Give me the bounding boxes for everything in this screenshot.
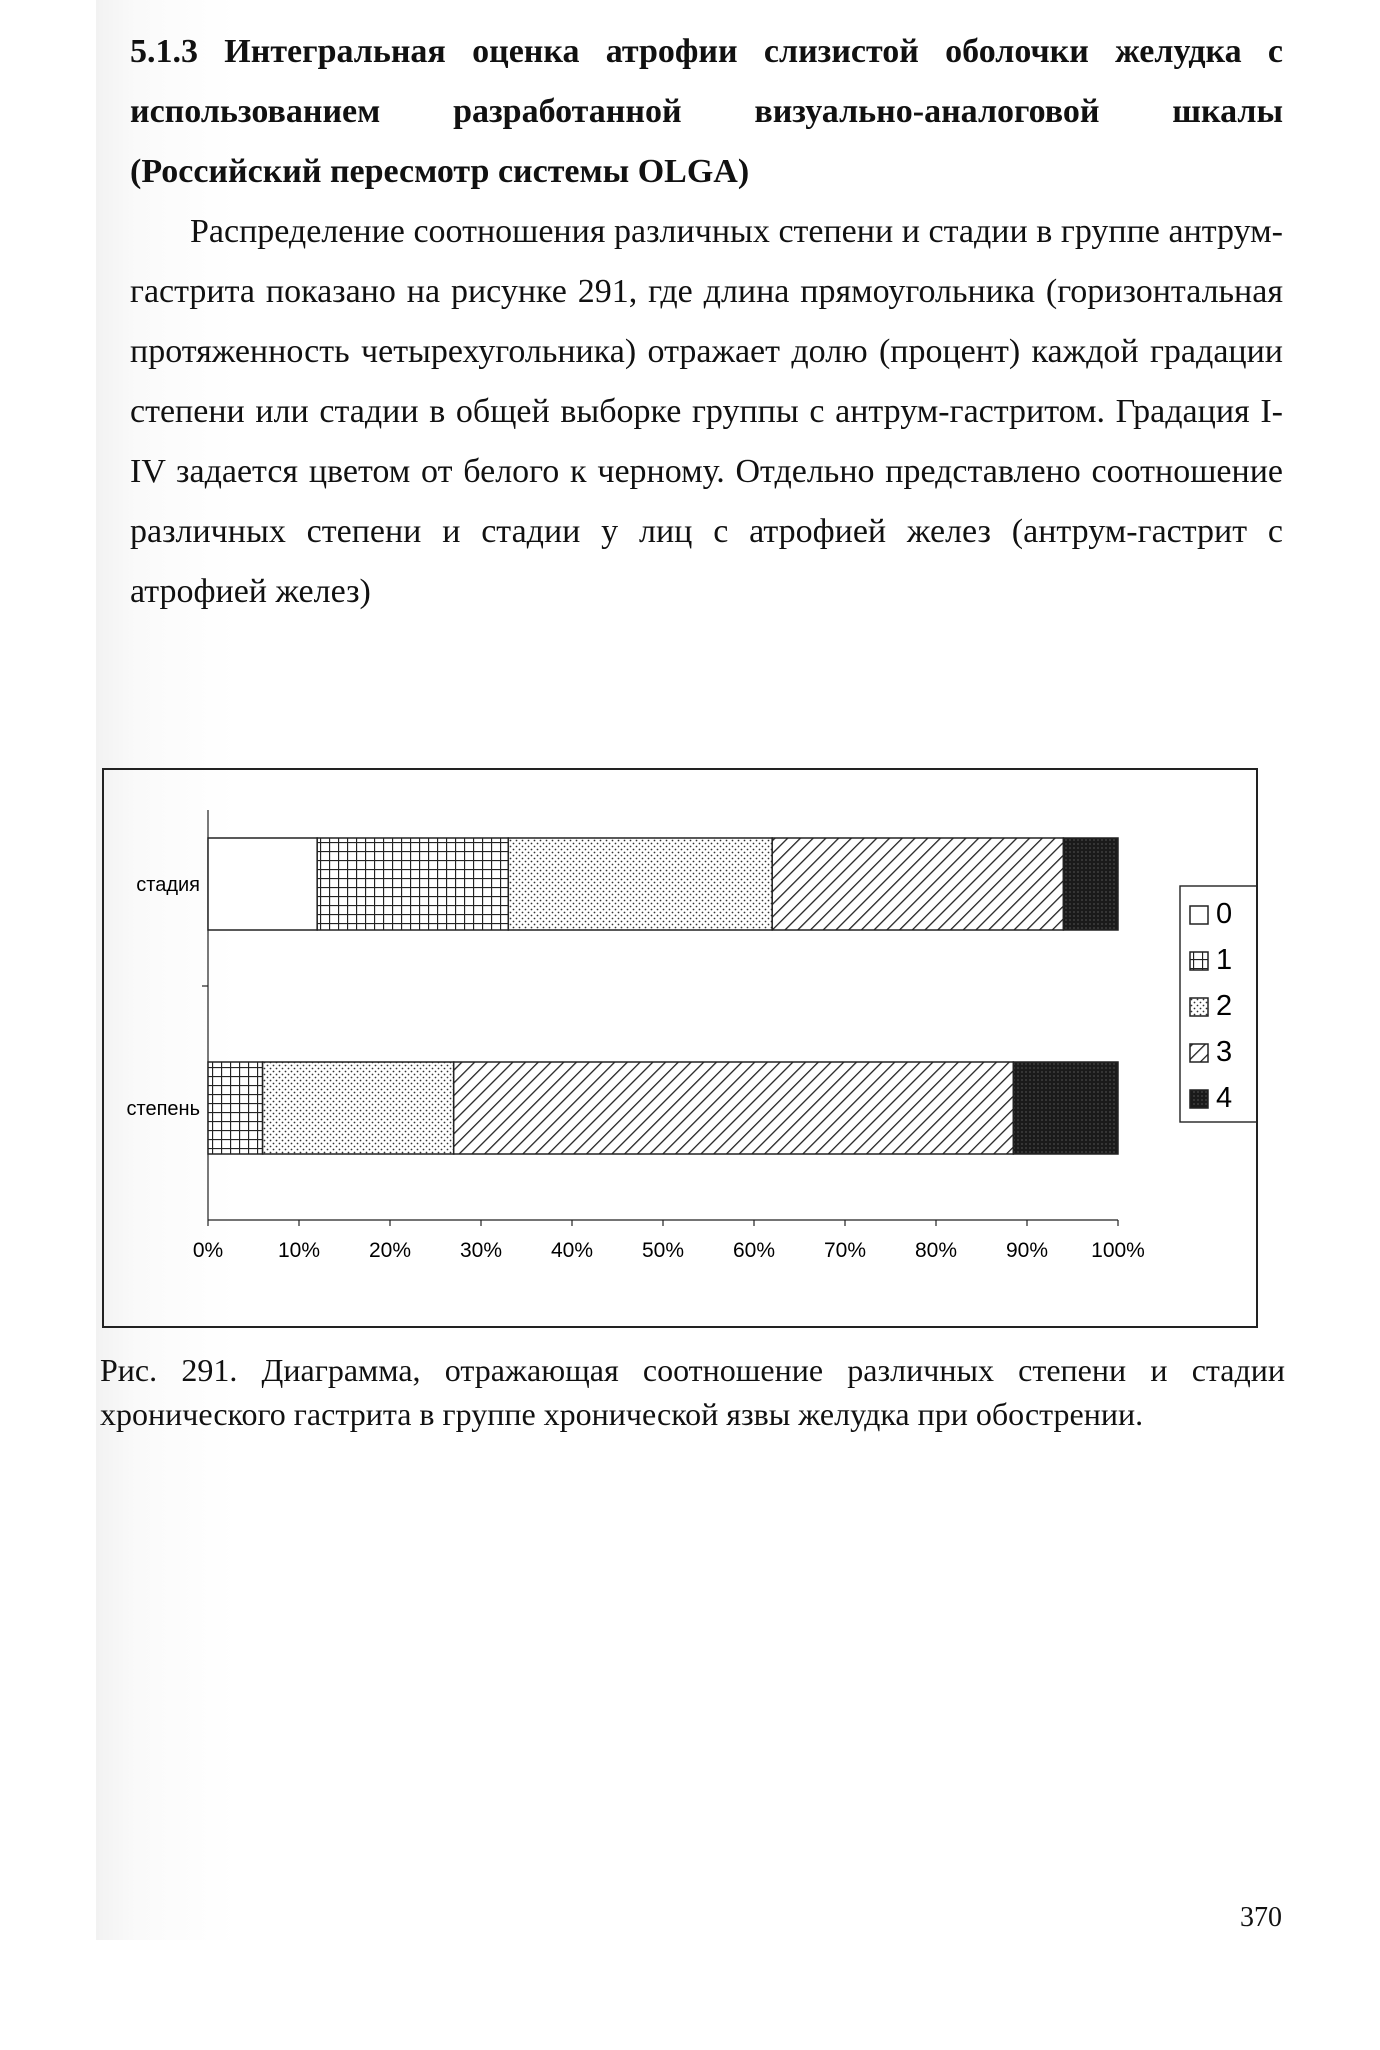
x-tick-label: 0%	[192, 1239, 224, 1262]
heading-line-3: (Российский пересмотр системы OLGA)	[130, 153, 750, 190]
legend-swatch-2	[1190, 998, 1208, 1016]
bar-segment-степень-1	[208, 1062, 263, 1154]
plot-area	[127, 810, 1145, 1262]
x-tick-label: 10%	[277, 1239, 321, 1262]
section-heading	[130, 22, 1283, 202]
page-number: 370	[1240, 1902, 1282, 1933]
x-tick-label: 30%	[459, 1239, 503, 1262]
figure-caption: Рис. 291. Диаграмма, отражающая соотношение различных степени и стадии хронического гастрита в группе хронической язвы желудка при обострении.	[100, 1352, 1285, 1432]
chart-canvas	[104, 770, 1256, 1326]
legend-swatch-0	[1190, 906, 1208, 924]
legend-swatch-3	[1190, 1044, 1208, 1062]
x-tick-label: 80%	[914, 1239, 958, 1262]
row-label-1: степень	[126, 1098, 200, 1120]
bar-segment-стадия-0	[208, 838, 317, 930]
x-tick-label: 40%	[550, 1239, 594, 1262]
legend-label-1: 1	[1216, 944, 1233, 976]
bar-segment-степень-4	[1013, 1062, 1118, 1154]
legend-label-3: 3	[1216, 1036, 1233, 1068]
x-tick-label: 60%	[732, 1239, 776, 1262]
bar-segment-степень-3	[454, 1062, 1014, 1154]
legend-label-2: 2	[1216, 990, 1233, 1022]
row-label-0: стадия	[136, 874, 200, 896]
bar-segment-стадия-2	[508, 838, 772, 930]
x-tick-label: 50%	[641, 1239, 685, 1262]
stacked-bar-chart	[102, 768, 1258, 1328]
bar-segment-стадия-3	[772, 838, 1063, 930]
bar-segment-степень-2	[263, 1062, 454, 1154]
intro-paragraph: Распределение соотношения различных степени и стадии в группе антрум-гастрита показано на рисунке 291, где длина прямоугольника (горизонтальная протяженность четырехугольника) отражает долю (процент) каждой градации степени или стадии в общей выборке группы с антрум-гастритом. Градация I-IV задается цветом от белого к черному. Отдельно представлено соотношение различных степени и стадии у лиц с атрофией желез (антрум-гастрит с атрофией желез)	[130, 213, 1283, 610]
legend	[1180, 886, 1256, 1122]
x-tick-label: 20%	[368, 1239, 412, 1262]
bar-segment-стадия-4	[1063, 838, 1118, 930]
heading-line-1: 5.1.3 Интегральная оценка атрофии слизистой оболочки желудка с	[130, 33, 1283, 70]
legend-swatch-4	[1190, 1090, 1208, 1108]
x-tick-label: 100%	[1091, 1239, 1145, 1262]
x-tick-label: 90%	[1005, 1239, 1049, 1262]
intro-paragraph-block	[130, 202, 1283, 622]
bar-segment-стадия-1	[317, 838, 508, 930]
heading-line-2: использованием разработанной визуально-аналоговой шкалы	[130, 93, 1283, 130]
legend-label-4: 4	[1216, 1082, 1233, 1114]
legend-swatch-1	[1190, 952, 1208, 970]
legend-label-0: 0	[1216, 898, 1233, 930]
x-tick-label: 70%	[823, 1239, 867, 1262]
